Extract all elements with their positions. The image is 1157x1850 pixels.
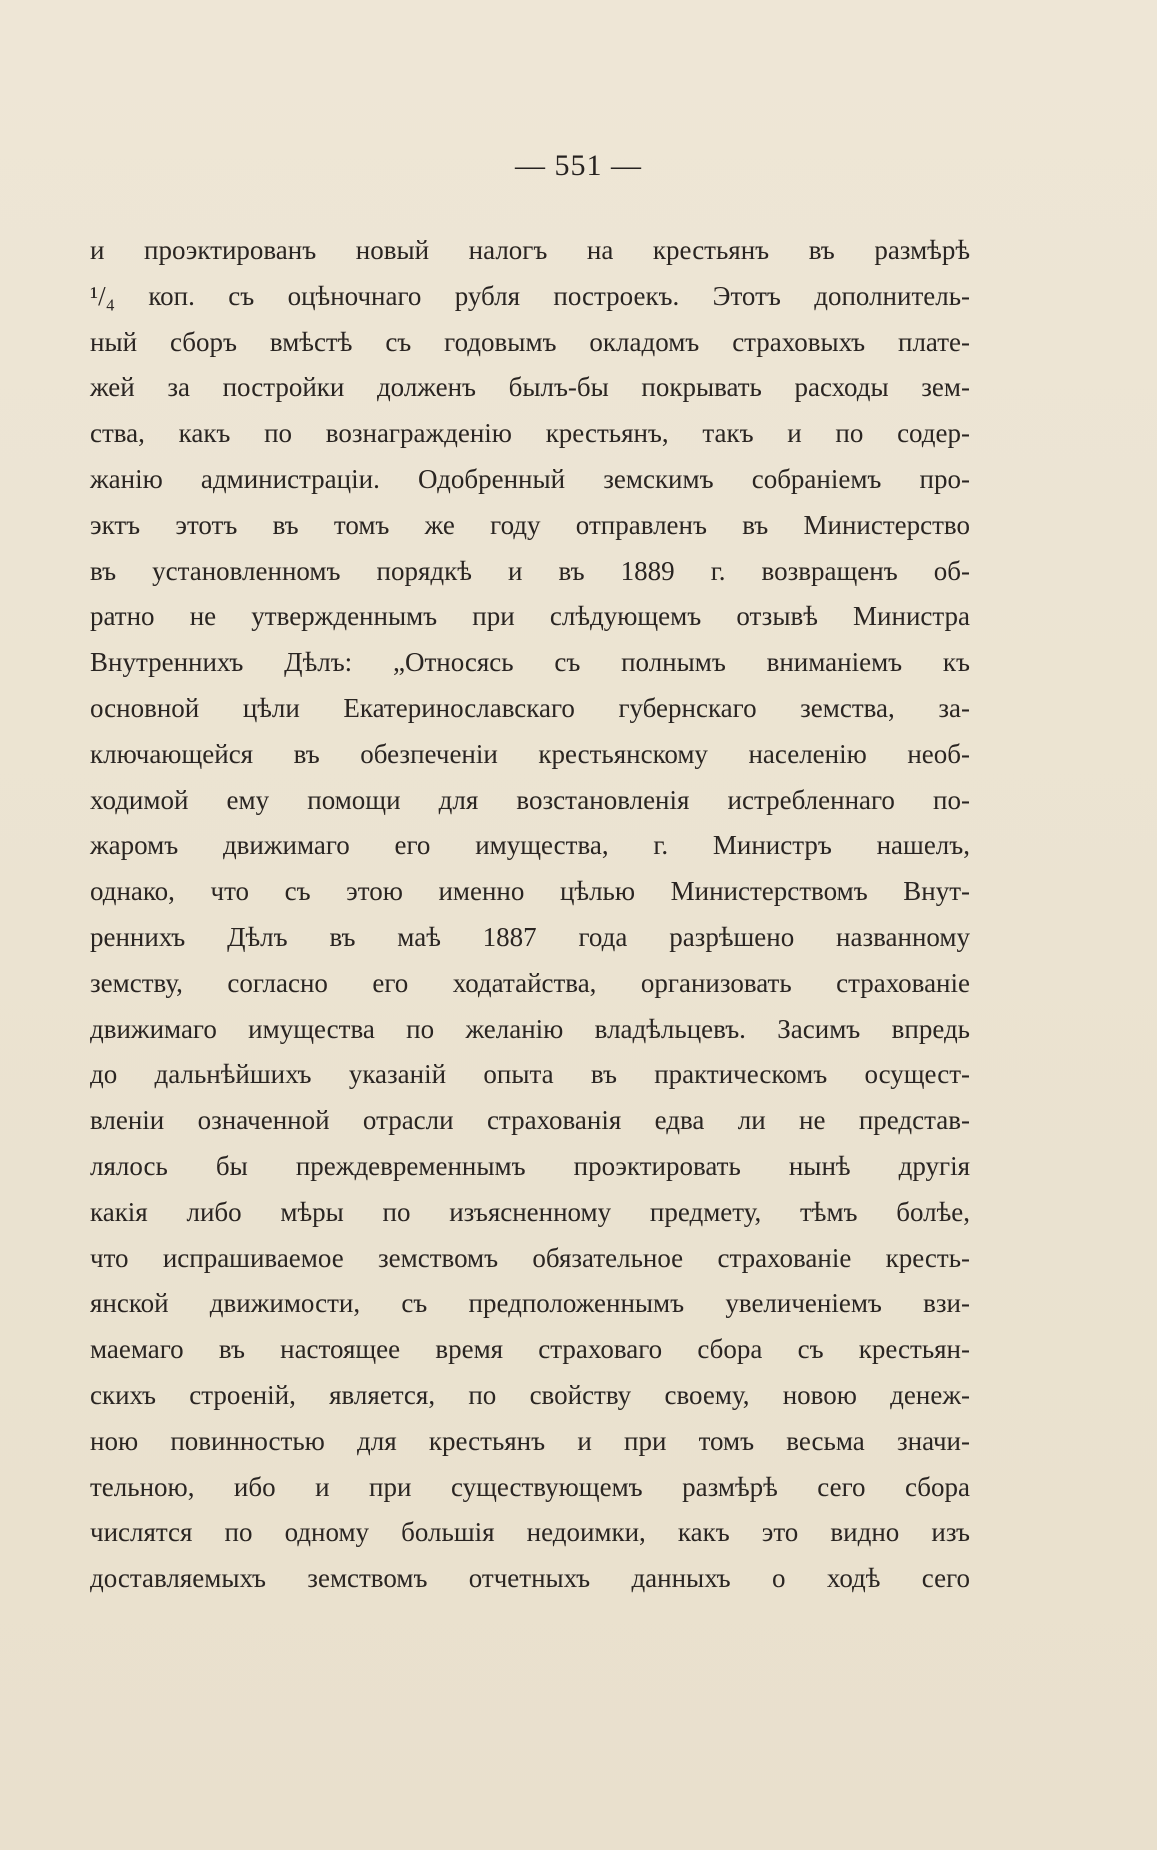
text-line: Внутреннихъ Дѣлъ: „Относясь съ полнымъ вниманіемъ къ xyxy=(90,647,970,678)
text-line: жаромъ движимаго его имущества, г. Министръ нашелъ, xyxy=(90,830,970,861)
text-line: ¹/₄ коп. съ оцѣночнаго рубля построекъ. Этотъ дополнитель- xyxy=(90,280,970,311)
text-line: земству, согласно его ходатайства, организовать страхованіе xyxy=(90,967,970,998)
text-line: основной цѣли Екатеринославскаго губернскаго земства, за- xyxy=(90,692,970,723)
text-line: вленіи означенной отрасли страхованія едва ли не представ- xyxy=(90,1105,970,1136)
text-line: что испрашиваемое земствомъ обязательное страхованіе кресть- xyxy=(90,1242,970,1273)
text-line: жей за постройки долженъ былъ-бы покрывать расходы зем- xyxy=(90,372,970,403)
text-line: движимаго имущества по желанію владѣльцевъ. Засимъ впредь xyxy=(90,1013,970,1044)
text-line: ный сборъ вмѣстѣ съ годовымъ окладомъ страховыхъ плате- xyxy=(90,326,970,357)
text-line: жанію администраціи. Одобренный земскимъ собраніемъ про- xyxy=(90,463,970,494)
text-line: скихъ строеній, является, по свойству своему, новою денеж- xyxy=(90,1379,970,1410)
text-line: маемаго въ настоящее время страховаго сбора съ крестьян- xyxy=(90,1334,970,1365)
text-line: однако, что съ этою именно цѣлью Министерствомъ Внут- xyxy=(90,876,970,907)
text-line: числятся по одному большія недоимки, какъ это видно изъ xyxy=(90,1517,970,1548)
page-number: — 551 — xyxy=(515,149,642,182)
text-line: янской движимости, съ предположеннымъ увеличеніемъ взи- xyxy=(90,1288,970,1319)
text-line: ходимой ему помощи для возстановленія истребленнаго по- xyxy=(90,784,970,815)
text-line: эктъ этотъ въ томъ же году отправленъ въ Министерство xyxy=(90,509,970,540)
text-line: ства, какъ по вознагражденію крестьянъ, такъ и по содер- xyxy=(90,418,970,449)
text-line: какія либо мѣры по изъясненному предмету, тѣмъ болѣе, xyxy=(90,1196,970,1227)
text-line: лялось бы преждевременнымъ проэктировать нынѣ другія xyxy=(90,1150,970,1181)
body-text xyxy=(90,228,970,1602)
text-line: ратно не утвержденнымъ при слѣдующемъ отзывѣ Министра xyxy=(90,601,970,632)
text-line: доставляемыхъ земствомъ отчетныхъ данныхъ о ходѣ сего xyxy=(90,1563,970,1594)
text-line: въ установленномъ порядкѣ и въ 1889 г. возвращенъ об- xyxy=(90,555,970,586)
text-line: тельною, ибо и при существующемъ размѣрѣ сего сбора xyxy=(90,1471,970,1502)
text-line: ною повинностью для крестьянъ и при томъ весьма значи- xyxy=(90,1425,970,1456)
text-line: реннихъ Дѣлъ въ маѣ 1887 года разрѣшено названному xyxy=(90,921,970,952)
text-line: ключающейся въ обезпеченіи крестьянскому населенію необ- xyxy=(90,738,970,769)
text-line: до дальнѣйшихъ указаній опыта въ практическомъ осущест- xyxy=(90,1059,970,1090)
text-line: и проэктированъ новый налогъ на крестьянъ въ размѣрѣ xyxy=(90,235,970,265)
